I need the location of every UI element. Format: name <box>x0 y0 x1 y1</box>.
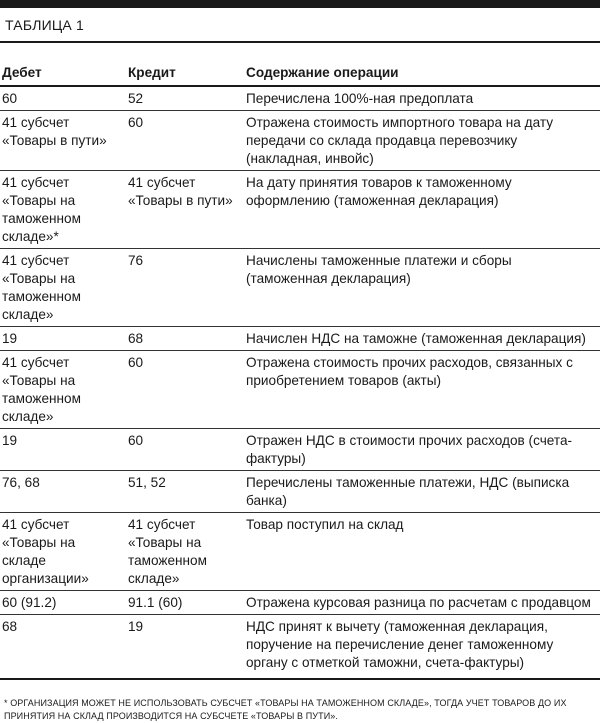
cell-credit: 60 <box>124 429 242 471</box>
cell-description: Перечислены таможенные платежи, НДС (выписка банка) <box>242 471 600 513</box>
cell-credit: 52 <box>124 86 242 111</box>
cell-credit: 60 <box>124 111 242 171</box>
cell-debit: 41 субсчет «Товары на складе организации» <box>0 513 124 591</box>
cell-debit: 68 <box>0 615 124 680</box>
cell-description: Отражена стоимость импортного товара на дату передачи со склада продавца перевозчику (накладная, инвойс) <box>242 111 600 171</box>
table-row <box>0 111 600 171</box>
cell-credit: 76 <box>124 249 242 327</box>
cell-description: Отражена стоимость прочих расходов, связанных с приобретением товаров (акты) <box>242 351 600 429</box>
cell-debit: 19 <box>0 327 124 351</box>
cell-description: Начислены таможенные платежи и сборы (таможенная декларация) <box>242 249 600 327</box>
cell-description: Начислен НДС на таможне (таможенная декларация) <box>242 327 600 351</box>
cell-description: Отражен НДС в стоимости прочих расходов (счета-фактуры) <box>242 429 600 471</box>
cell-debit: 41 субсчет «Товары в пути» <box>0 111 124 171</box>
table-row <box>0 351 600 429</box>
cell-debit: 76, 68 <box>0 471 124 513</box>
cell-debit: 41 субсчет «Товары на таможенном складе» <box>0 351 124 429</box>
cell-debit: 19 <box>0 429 124 471</box>
table-row <box>0 171 600 249</box>
table-row <box>0 86 600 111</box>
cell-debit: 41 субсчет «Товары на таможенном складе» <box>0 249 124 327</box>
table-row <box>0 327 600 351</box>
table-row <box>0 429 600 471</box>
cell-credit: 91.1 (60) <box>124 591 242 615</box>
table-row <box>0 591 600 615</box>
cell-debit: 60 <box>0 86 124 111</box>
cell-credit: 41 субсчет «Товары на таможенном складе» <box>124 513 242 591</box>
top-bar <box>0 0 600 8</box>
cell-description: НДС принят к вычету (таможенная декларация, поручение на перечисление денег таможенному органу с отметкой таможни, счета-фактуры) <box>242 615 600 680</box>
cell-debit: 41 субсчет «Товары на таможенном складе»* <box>0 171 124 249</box>
cell-description: Отражена курсовая разница по расчетам с продавцом <box>242 591 600 615</box>
cell-description: Перечислена 100%-ная предоплата <box>242 86 600 111</box>
footnote: * ОРГАНИЗАЦИЯ МОЖЕТ НЕ ИСПОЛЬЗОВАТЬ СУБСЧЕТ «ТОВАРЫ НА ТАМОЖЕННОМ СКЛАДЕ», ТОГДА УЧЕТ ТОВАРОВ ДО ИХ ПРИНЯТИЯ НА СКЛАД ПРОИЗВОДИТСЯ НА СУБСЧЕТЕ «ТОВАРЫ В ПУТИ». <box>4 698 567 721</box>
cell-credit: 68 <box>124 327 242 351</box>
cell-debit: 60 (91.2) <box>0 591 124 615</box>
header-debit: Дебет <box>0 43 124 86</box>
cell-description: На дату принятия товаров к таможенному оформлению (таможенная декларация) <box>242 171 600 249</box>
table-title: ТАБЛИЦА 1 <box>5 17 85 33</box>
table-row <box>0 615 600 680</box>
header-credit: Кредит <box>124 43 242 86</box>
cell-credit: 41 субсчет «Товары в пути» <box>124 171 242 249</box>
cell-description: Товар поступил на склад <box>242 513 600 591</box>
operations-table <box>0 43 600 680</box>
header-row <box>0 43 600 86</box>
cell-credit: 51, 52 <box>124 471 242 513</box>
cell-credit: 19 <box>124 615 242 680</box>
table-row <box>0 249 600 327</box>
table-row <box>0 471 600 513</box>
table-row <box>0 513 600 591</box>
cell-credit: 60 <box>124 351 242 429</box>
header-description: Содержание операции <box>242 43 600 86</box>
